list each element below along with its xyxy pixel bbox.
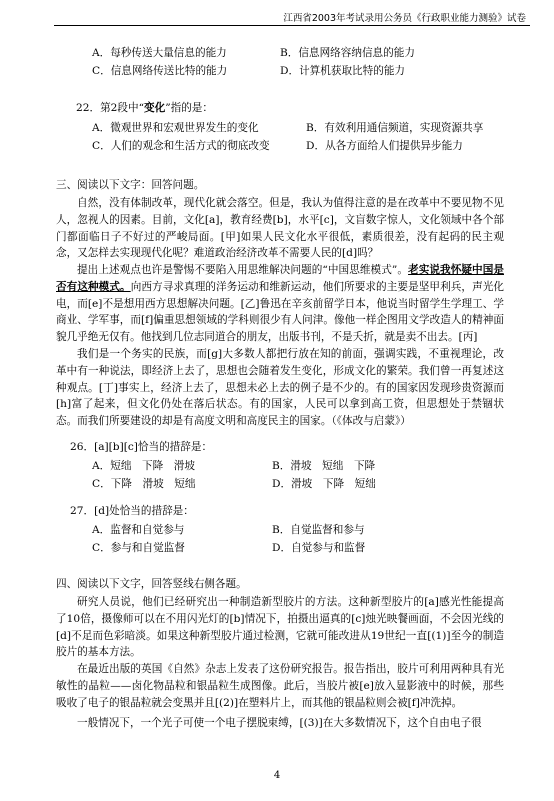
q22-stem-pre: 22．第2段中“ xyxy=(76,102,145,114)
page-header: 江西省2003年考试录用公务员《行政职业能力测验》试卷 xyxy=(283,13,526,24)
section3-p2-post: 向西方寻求真理的洋务运动和维新运动，他们所要求的主要是坚甲利兵，声光化电，而[e]不是想用西方思想解决问题。[乙]鲁迅在辛亥前留学日本，他说当时留学生学理工、学商业、学军事，而[f]偏重思想领域的学科则很少有人问津。像他一样企图用文学改造人的精神面貌几乎绝无仅有。他找到几位志同道合的朋友，出版书刊，不是夭折，就是卖不出去。[丙] xyxy=(56,280,505,344)
section3-paragraph-1: 自然，没有体制改革，现代化就会落空。但是，我认为值得注意的是在改革中不要见物不见人，忽视人的因素。目前，文化[a]，教育经费[b]，水平[c]，文盲数字惊人，文化领域中各个部门都面临日子不好过的严峻局面。[甲]如果人民文化水平很低，素质很差，没有起码的民主观念，又怎样去实现现代化呢？难道政治经济改革不需要人民的[d]吗？ xyxy=(56,197,504,260)
q21-option-a: A．每秒传送大量信息的能力 xyxy=(92,47,227,59)
q22-stem xyxy=(76,101,213,116)
q21-option-b: B．信息网络容纳信息的能力 xyxy=(280,47,415,59)
page-number: 4 xyxy=(273,770,281,781)
q21-option-c: C．信息网络传送比特的能力 xyxy=(92,65,228,77)
section3-p2-pre: 提出上述观点也许是警惕不要陷入用思维解决问题的“中国思维模式”。 xyxy=(77,264,409,276)
section3-paragraph-3: 我们是一个务实的民族，而[g]大多数人都把行放在知的前面，强调实践，不重视理论，改革中有一种说法，即经济上去了，思想也会随着发生变化，形成文化的繁荣。我们曾一再复述这种观点。[丁]事实上，经济上去了，思想未必上去的例子是不少的。有的国家因发现珍贵资源而[h]富了起来，但文化仍处在落后状态。有的国家，人民可以拿到高工资，但思想处于禁锢状态。而我们所要建设的却是有高度文明和高度民主的国家。（《体改与启蒙》） xyxy=(56,348,504,428)
q27-option-b: B．自觉监督和参与 xyxy=(272,524,365,536)
header-rule xyxy=(54,25,530,26)
q26-option-c: C．下降 滑坡 短绌 xyxy=(92,478,196,490)
q22-option-a: A．微观世界和宏观世界发生的变化 xyxy=(92,122,259,134)
q22-keyword: 变化 xyxy=(144,102,166,114)
section3-paragraph-2 xyxy=(56,262,504,346)
q27-stem: 27．[d]处恰当的措辞是： xyxy=(70,505,194,517)
section3-p2-emphasis: 老实说我怀疑中国是否有这种模式。 xyxy=(56,264,504,293)
q26-option-d: D．滑坡 下降 短绌 xyxy=(272,478,376,490)
q22-option-c: C．人们的观念和生活方式的彻底改变 xyxy=(92,140,270,152)
q22-option-d: D．从各方面给人们提供异步能力 xyxy=(306,140,463,152)
section3-title: 三、阅读以下文字：回答问题。 xyxy=(56,179,205,191)
section4-paragraph-2: 在最近出版的英国《自然》杂志上发表了这份研究报告。报告指出，胶片可利用两种具有光敏性的晶粒——卤化物晶粒和银晶粒生成图像。此后，当胶片被[e]放入显影液中的时候，那些吸收了电子的银晶粒就会变黑并且[(2)]在塑料片上，而其他的银晶粒则会被[f]冲洗掉。 xyxy=(56,663,504,709)
q22-option-b: B．有效利用通信频道，实现资源共享 xyxy=(306,122,484,134)
section4-paragraph-3: 一般情况下，一个光子可使一个电子摆脱束缚，[(3)]在大多数情况下，这个自由电子很 xyxy=(77,717,482,729)
q21-option-d: D．计算机获取比特的能力 xyxy=(280,65,406,77)
q27-option-d: D．自觉参与和监督 xyxy=(272,542,366,554)
q26-option-a: A．短绌 下降 滑坡 xyxy=(92,460,195,472)
q22-stem-post: ”指的是： xyxy=(165,102,213,114)
q27-option-a: A．监督和自觉参与 xyxy=(92,524,185,536)
q26-option-b: B．滑坡 短绌 下降 xyxy=(272,460,376,472)
q26-stem: 26．[a][b][c]恰当的措辞是： xyxy=(70,441,213,453)
section4-paragraph-1: 研究人员说，他们已经研究出一种制造新型胶片的方法。这种新型胶片的[a]感光性能提高了10倍，摄像师可以在不用闪光灯的[b]情况下，拍摄出逼真的[c]烛光映餐画面，不会因光线的[d]不足而色彩暗淡。如果这种新型胶片通过检测，它就可能改进从19世纪一直[(1)]至今的制造胶片的基本方法。 xyxy=(56,596,504,659)
section4-title: 四、阅读以下文字，回答竖线右侧各题。 xyxy=(56,578,247,590)
q27-option-c: C．参与和自觉监督 xyxy=(92,542,185,554)
